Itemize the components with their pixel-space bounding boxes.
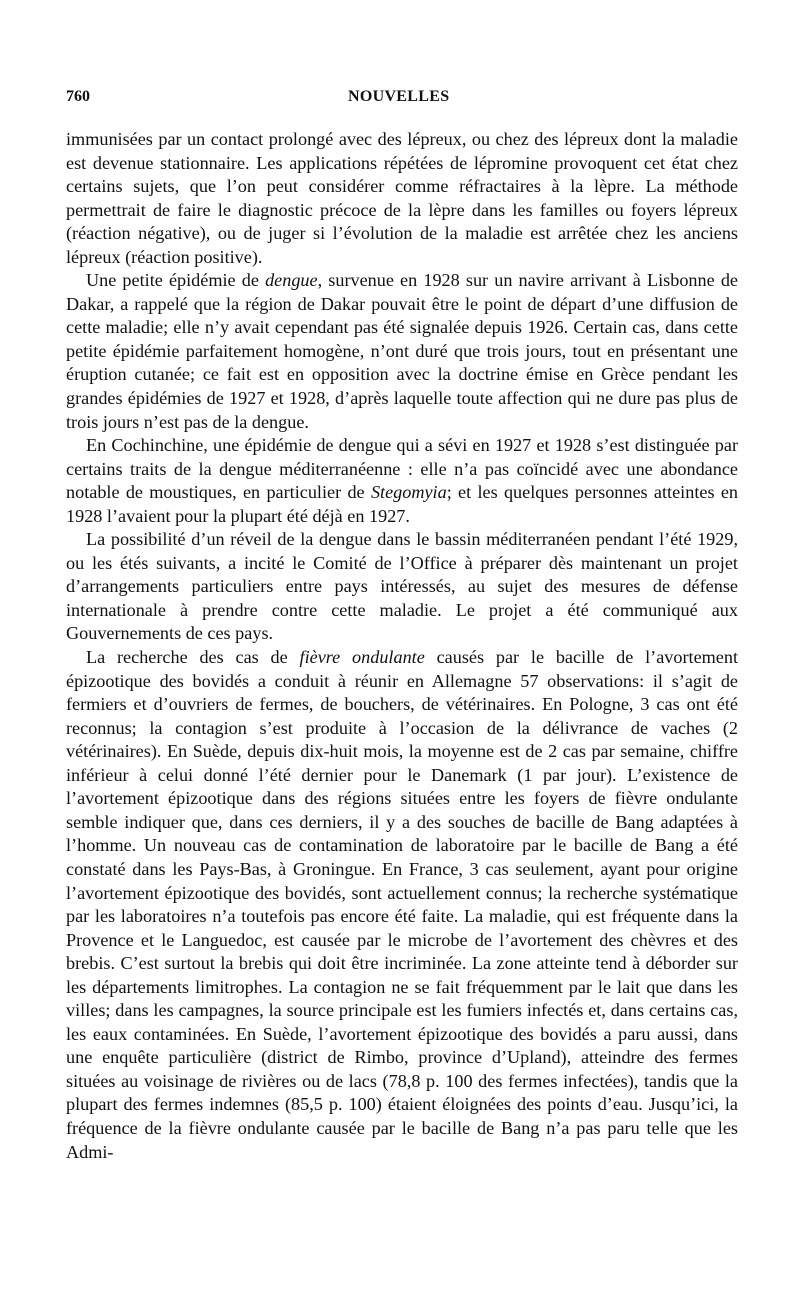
paragraph-text: immunisées par un contact prolongé avec des lépreux, ou chez des lépreux dont la maladie est devenue stationnaire. Les applications répétées de lépromine provoquent cet état chez certains sujets, que l’on peut considérer comme réfractaires à la lèpre. La méthode permettrait de faire le diagnostic précoce de la lèpre dans les familles ou foyers lépreux (réaction négative), ou de juger si l’évolution de la maladie est arrêtée chez les anciens lépreux (réaction positive).: [66, 129, 738, 267]
document-page: [66, 88, 738, 1164]
italic-term-stegomyia: Stegomyia: [370, 482, 447, 503]
page-header: [66, 88, 738, 116]
paragraph-text: causés par le bacille de l’avortement épizootique des bovidés a conduit à réunir en Allemagne 57 observations: il s’agit de fermiers et d’ouvriers de fermes, de bouchers, de vétérinaires. En Pologne, 3 cas ont été reconnus; la contagion s’est produite à l’occasion de la délivrance de vaches (2 vétérinaires). En Suède, depuis dix-huit mois, la moyenne est de 2 cas par semaine, chiffre inférieur à celui donné l’été dernier pour le Danemark (1 par jour). L’existence de l’avortement épizootique dans des régions situées entre les foyers de fièvre ondulante semble indiquer que, dans ces derniers, il y a des souches de bacille de Bang adaptées à l’homme. Un nouveau cas de contamination de laboratoire par le bacille de Bang a été constaté dans les Pays-Bas, à Groningue. En France, 3 cas seulement, ayant pour origine l’avortement épizootique des bovidés, sont actuellement connus; la recherche systématique par les laboratoires n’a toutefois pas encore été faite. La maladie, qui est fréquente dans la Provence et le Languedoc, est causée par le microbe de l’avortement des chèvres et des brebis. C’est surtout la brebis qui doit être incriminée. La zone atteinte tend à déborder sur les départements limitrophes. La contagion ne se fait fréquemment par le lait que dans les villes; dans les campagnes, la source principale est les fumiers infectés et, dans certains cas, les eaux contaminées. En Suède, l’avortement épizootique des bovidés a paru aussi, dans une enquête particulière (district de Rimbo, province d’Upland), atteindre des fermes situées au voisinage de rivières ou de lacs (78,8 p. 100 des fermes infectées), tandis que la plupart des fermes indemnes (85,5 p. 100) étaient éloignées des points d’eau. Jusqu’ici, la fréquence de la fièvre ondulante causée par le bacille de Bang n’a pas paru telle que les Admi-: [66, 647, 739, 1162]
paragraph-dengue-dakar: [66, 269, 738, 434]
paragraph-dengue-mediterranee: [66, 528, 738, 646]
paragraph-text: La possibilité d’un réveil de la dengue dans le bassin méditerranéen pendant l’été 1929, ou les étés suivants, a incité le Comité de l’Office à préparer dès maintenant un projet d’arrangements particuliers entre pays intéressés, au sujet des mesures de défense internationale à prendre contre cette maladie. Le projet a été communiqué aux Gouvernements de ces pays.: [66, 529, 738, 644]
paragraph-text: , survenue en 1928 sur un navire arrivant à Lisbonne de Dakar, a rappelé que la région de Dakar pouvait être le point de départ d’une diffusion de cette maladie; elle n’y avait cependant pas été signalée depuis 1926. Certain cas, dans cette petite épidémie parfaitement homogène, n’ont duré que trois jours, tout en présentant une éruption cutanée; ce fait est en opposition avec la doctrine émise en Grèce pendant les grandes épidémies de 1927 et 1928, d’après laquelle toute affection qui ne dure pas plus de trois jours n’est pas de la dengue.: [66, 270, 738, 432]
paragraph-text: La recherche des cas de: [86, 647, 300, 668]
paragraph-text: ; et les quelques personnes atteintes en 1928 l’avaient pour la plupart été déjà en 1927.: [66, 482, 738, 526]
paragraph-text: En Cochinchine, une épidémie de dengue qui a sévi en 1927 et 1928 s’est distinguée par certains traits de la dengue méditerranéenne : elle n’a pas coïncidé avec une abondance notable de moustiques, en particulier de: [66, 435, 738, 503]
italic-term-dengue: dengue: [265, 270, 318, 291]
paragraph-text: Une petite épidémie de: [86, 270, 266, 291]
paragraph-dengue-cochinchine: [66, 434, 738, 528]
paragraph-lepromine: [66, 128, 738, 269]
paragraph-fievre-ondulante: [66, 646, 738, 1164]
page-number: 760: [66, 88, 90, 105]
running-head: NOUVELLES: [348, 88, 450, 105]
italic-term-fievre-ondulante: fièvre ondulante: [299, 647, 425, 668]
body-text: [66, 128, 738, 1164]
